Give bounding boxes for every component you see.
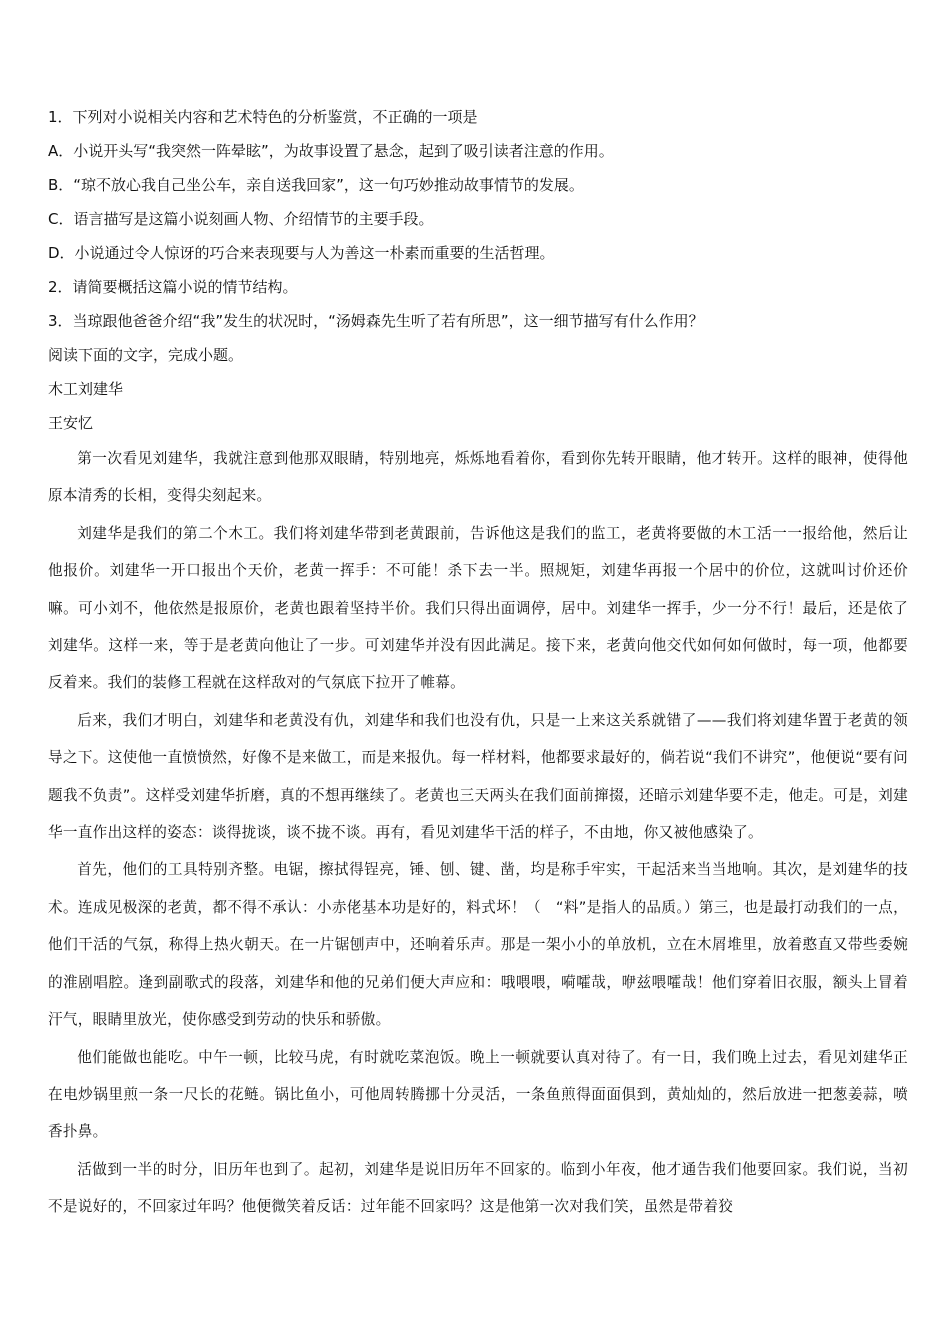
reading-instruction: 阅读下面的文字，完成小题。 bbox=[48, 346, 244, 364]
question-3: 3．当琼跟他爸爸介绍“我”发生的状况时，“汤姆森先生听了若有所思”，这一细节描写有什么作用？ bbox=[48, 312, 704, 330]
option-b: B．“琼不放心我自己坐公车，亲自送我回家”，这一句巧妙推动故事情节的发展。 bbox=[48, 176, 584, 194]
paragraph-1: 第一次看见刘建华，我就注意到他那双眼睛，特别地亮，烁烁地看着你，看到你先转开眼睛，他才转开。这样的眼神，使得他原本清秀的长相，变得尖刻起来。 bbox=[48, 450, 908, 505]
paragraph-6: 活做到一半的时分，旧历年也到了。起初，刘建华是说旧历年不回家的。临到小年夜，他才通告我们他要回家。我们说，当初不是说好的，不回家过年吗？他便微笑着反话：过年能不回家吗？这是他第一次对我们笑，虽然是带着狡 bbox=[48, 1160, 908, 1216]
question-1: 1．下列对小说相关内容和艺术特色的分析鉴赏，不正确的一项是 bbox=[48, 108, 478, 126]
option-d: D．小说通过令人惊讶的巧合来表现要与人为善这一朴素而重要的生活哲理。 bbox=[48, 244, 555, 262]
article-title: 木工刘建华 bbox=[48, 380, 124, 398]
article-author: 王安忆 bbox=[48, 414, 94, 432]
paragraph-3: 后来，我们才明白，刘建华和老黄没有仇，刘建华和我们也没有仇，只是一上来这关系就错了——我们将刘建华置于老黄的领导之下。这使他一直愤愤然，好像不是来做工，而是来报仇。每一样材料，他都要求最好的，倘若说“我们不讲究”，他便说“要有问题我不负责”。这样受刘建华折磨，真的不想再继续了。老黄也三天两头在我们面前撺掇，还暗示刘建华要不走，他走。可是，刘建华一直作出这样的姿态：谈得拢谈，谈不拢不谈。再有，看见刘建华干活的样子，不由地，你又被他感染了。 bbox=[48, 711, 908, 842]
paragraph-2: 刘建华是我们的第二个木工。我们将刘建华带到老黄跟前，告诉他这是我们的监工，老黄将要做的木工活一一报给他，然后让他报价。刘建华一开口报出个天价，老黄一挥手：不可能！杀下去一半。照规矩，刘建华再报一个居中的价位，这就叫讨价还价嘛。可小刘不，他依然是报原价，老黄也跟着坚持半价。我们只得出面调停，居中。刘建华一挥手，少一分不行！最后，还是依了刘建华。这样一来，等于是老黄向他让了一步。可刘建华并没有因此满足。接下来，老黄向他交代如何如何做时，每一项，他都要反着来。我们的装修工程就在这样敌对的气氛底下拉开了帷幕。 bbox=[48, 524, 908, 692]
paragraph-4: 首先，他们的工具特别齐整。电锯，擦拭得锃亮，锤、刨、键、凿，均是称手牢实，干起活来当当地响。其次，是刘建华的技术。连成见极深的老黄，都不得不承认：小赤佬基本功是好的，料式坏！（ “料”是指人的品质。）第三，也是最打动我们的一点，他们干活的气氛，称得上热火朝天。在一片锯刨声中，还响着乐声。那是一架小小的单放机，立在木屑堆里，放着憨直又带些委婉的淮剧唱腔。逢到副歌式的段落，刘建华和他的兄弟们便大声应和：哦喂喂，嗬嚯哉，咿兹喂嚯哉！他们穿着旧衣服，额头上冒着汗气，眼睛里放光，使你感受到劳动的快乐和骄傲。 bbox=[48, 861, 908, 1029]
option-c: C．语言描写是这篇小说刻画人物、介绍情节的主要手段。 bbox=[48, 210, 434, 228]
option-a: A．小说开头写“我突然一阵晕眩”，为故事设置了悬念，起到了吸引读者注意的作用。 bbox=[48, 142, 614, 160]
question-2: 2．请简要概括这篇小说的情节结构。 bbox=[48, 278, 298, 296]
paragraph-5: 他们能做也能吃。中午一顿，比较马虎，有时就吃菜泡饭。晚上一顿就要认真对待了。有一日，我们晚上过去，看见刘建华正在电炒锅里煎一条一尺长的花鲢。锅比鱼小，可他周转腾挪十分灵活，一条鱼煎得面面俱到，黄灿灿的，然后放进一把葱姜蒜，喷香扑鼻。 bbox=[48, 1048, 908, 1141]
question-section bbox=[48, 100, 908, 440]
article-body bbox=[48, 440, 908, 1226]
